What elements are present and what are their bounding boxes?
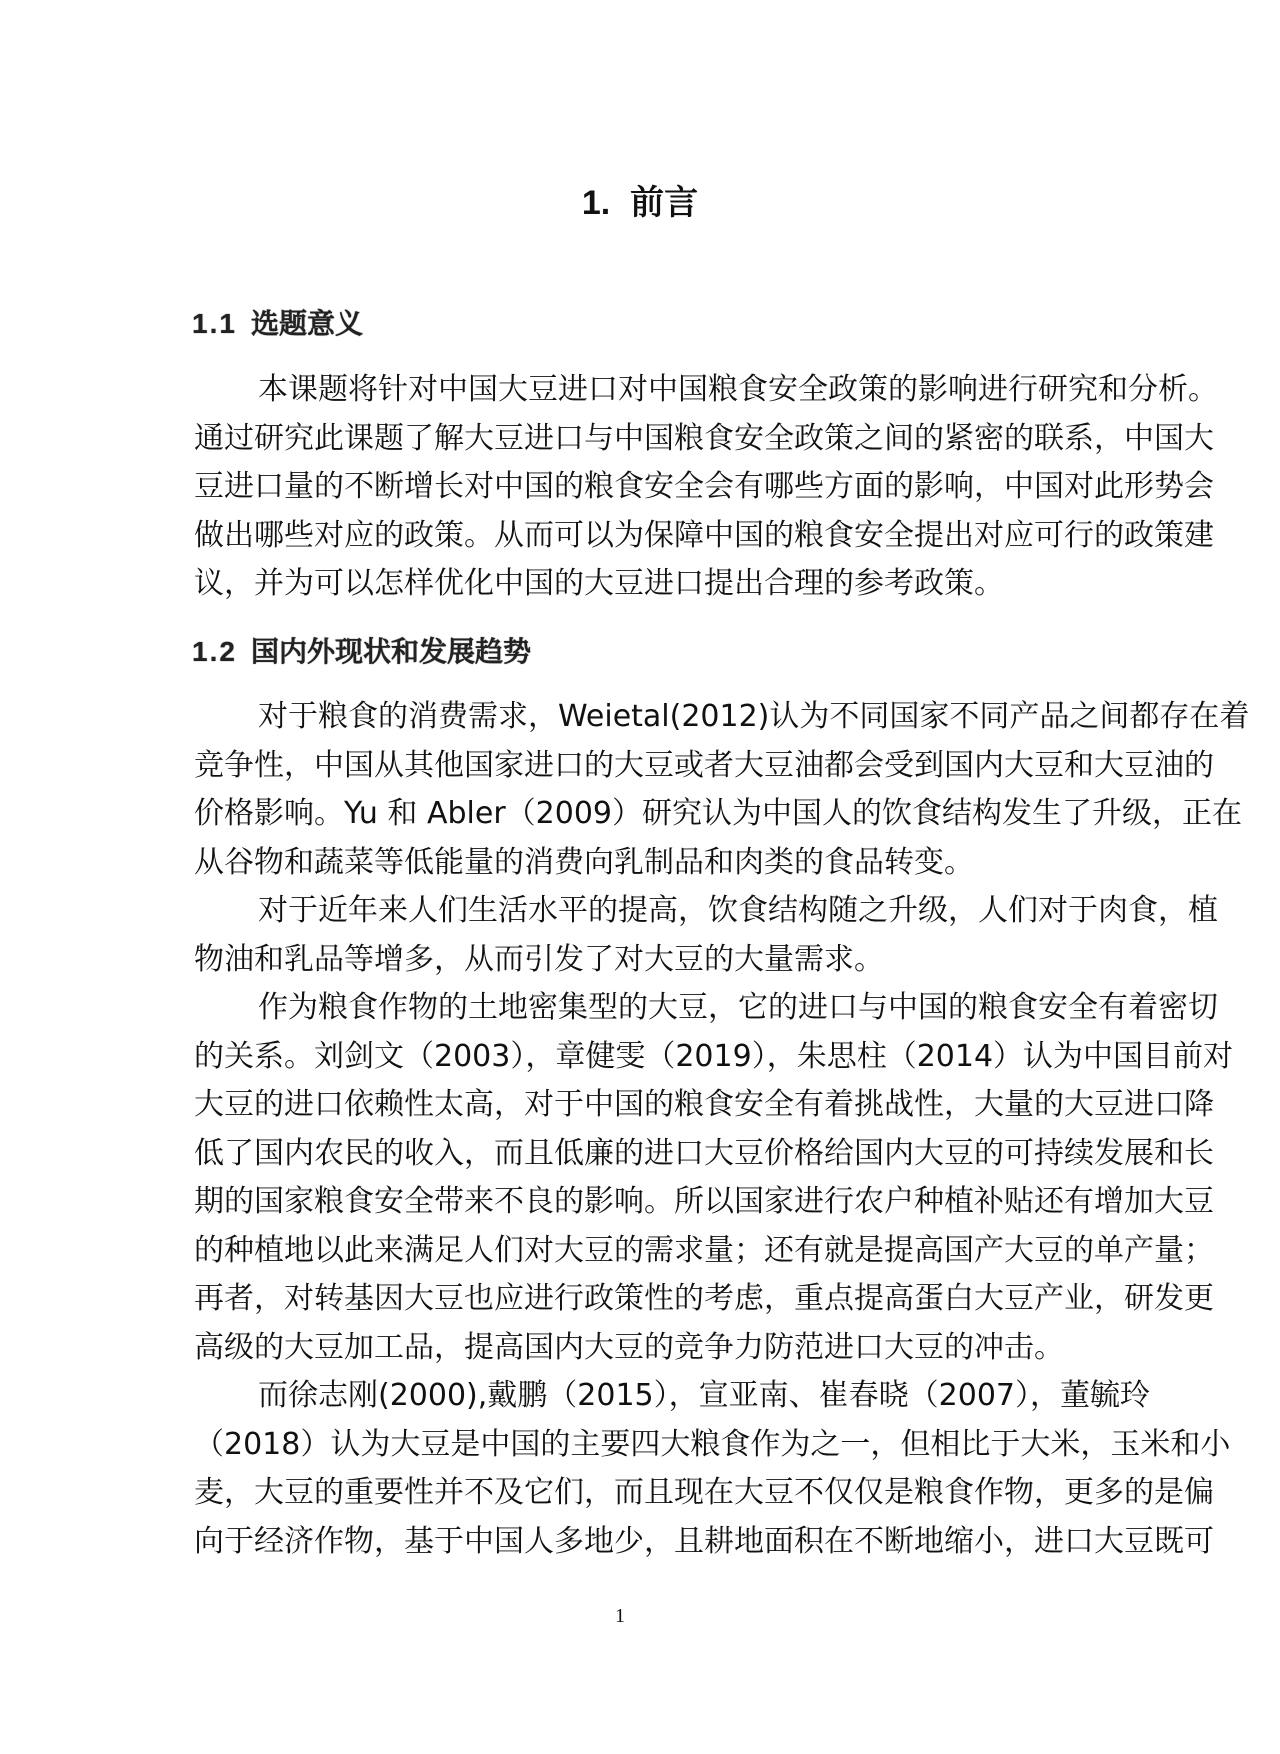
chapter-title-text: 前言 bbox=[630, 184, 699, 222]
chapter-number: 1. bbox=[581, 184, 611, 222]
page-number: 1 bbox=[615, 1605, 625, 1627]
paragraph-line: 而徐志刚(2000),戴鹏（2015），宣亚南、崔春晓（2007），董毓玲 bbox=[258, 1378, 1150, 1413]
section-1-2-body bbox=[194, 693, 1250, 1566]
paragraph bbox=[194, 887, 1218, 984]
paragraph-line: 本课题将针对中国大豆进口对中国粮食安全政策的影响进行研究和分析。 bbox=[258, 372, 1218, 407]
paragraph bbox=[194, 1372, 1231, 1566]
section-number: 1.1 bbox=[192, 308, 237, 339]
paragraph-line: 高级的大豆加工品，提高国内大豆的竞争力防范进口大豆的冲击。 bbox=[194, 1329, 1064, 1365]
paragraph-line: 麦，大豆的重要性并不及它们，而且现在大豆不仅仅是粮食作物，更多的是偏 bbox=[194, 1475, 1214, 1510]
paragraph-line: 价格影响。Yu 和 Abler（2009）研究认为中国人的饮食结构发生了升级，正在 bbox=[194, 796, 1243, 831]
paragraph-line: 再者，对转基因大豆也应进行政策性的考虑，重点提高蛋白大豆产业，研发更 bbox=[194, 1281, 1214, 1316]
section-heading-1-2 bbox=[192, 628, 531, 676]
paragraph-line: 竞争性，中国从其他国家进口的大豆或者大豆油都会受到国内大豆和大豆油的 bbox=[194, 747, 1214, 783]
paragraph-line: （2018）认为大豆是中国的主要四大粮食作为之一，但相比于大米，玉米和小 bbox=[194, 1426, 1231, 1462]
chapter-title bbox=[0, 180, 1280, 226]
section-1-1-body bbox=[194, 366, 1218, 609]
paragraph-line: 对于近年来人们生活水平的提高，饮食结构随之升级，人们对于肉食，植 bbox=[258, 893, 1218, 928]
paragraph bbox=[194, 693, 1250, 887]
paragraph bbox=[194, 366, 1218, 609]
paragraph-line: 议，并为可以怎样优化中国的大豆进口提出合理的参考政策。 bbox=[194, 566, 1004, 601]
section-number: 1.2 bbox=[192, 636, 237, 667]
section-heading-1-1 bbox=[192, 300, 363, 348]
paragraph-line: 低了国内农民的收入，而且低廉的进口大豆价格给国内大豆的可持续发展和长 bbox=[194, 1135, 1214, 1171]
paragraph bbox=[194, 984, 1234, 1372]
section-title: 国内外现状和发展趋势 bbox=[250, 636, 531, 667]
paragraph-line: 的种植地以此来满足人们对大豆的需求量；还有就是提高国产大豆的单产量； bbox=[194, 1232, 1214, 1268]
paragraph-line: 作为粮食作物的土地密集型的大豆，它的进口与中国的粮食安全有着密切 bbox=[258, 990, 1218, 1025]
paragraph-line: 通过研究此课题了解大豆进口与中国粮食安全政策之间的紧密的联系，中国大 bbox=[194, 420, 1214, 456]
paragraph-line: 期的国家粮食安全带来不良的影响。所以国家进行农户种植补贴还有增加大豆 bbox=[194, 1184, 1214, 1219]
paragraph-line: 做出哪些对应的政策。从而可以为保障中国的粮食安全提出对应可行的政策建 bbox=[194, 517, 1214, 553]
paragraph-line: 的关系。刘剑文（2003），章健雯（2019），朱思柱（2014）认为中国目前对 bbox=[194, 1038, 1234, 1074]
paragraph-line: 向于经济作物，基于中国人多地少，且耕地面积在不断地缩小，进口大豆既可 bbox=[194, 1523, 1214, 1559]
section-title: 选题意义 bbox=[250, 308, 363, 339]
paragraph-line: 物油和乳品等增多，从而引发了对大豆的大量需求。 bbox=[194, 941, 884, 977]
paragraph-line: 对于粮食的消费需求，Weietal(2012)认为不同国家不同产品之间都存在着 bbox=[258, 699, 1250, 734]
paragraph-line: 大豆的进口依赖性太高，对于中国的粮食安全有着挑战性，大量的大豆进口降 bbox=[194, 1087, 1214, 1122]
paragraph-line: 从谷物和蔬菜等低能量的消费向乳制品和肉类的食品转变。 bbox=[194, 844, 974, 880]
paragraph-line: 豆进口量的不断增长对中国的粮食安全会有哪些方面的影响，中国对此形势会 bbox=[194, 469, 1214, 504]
